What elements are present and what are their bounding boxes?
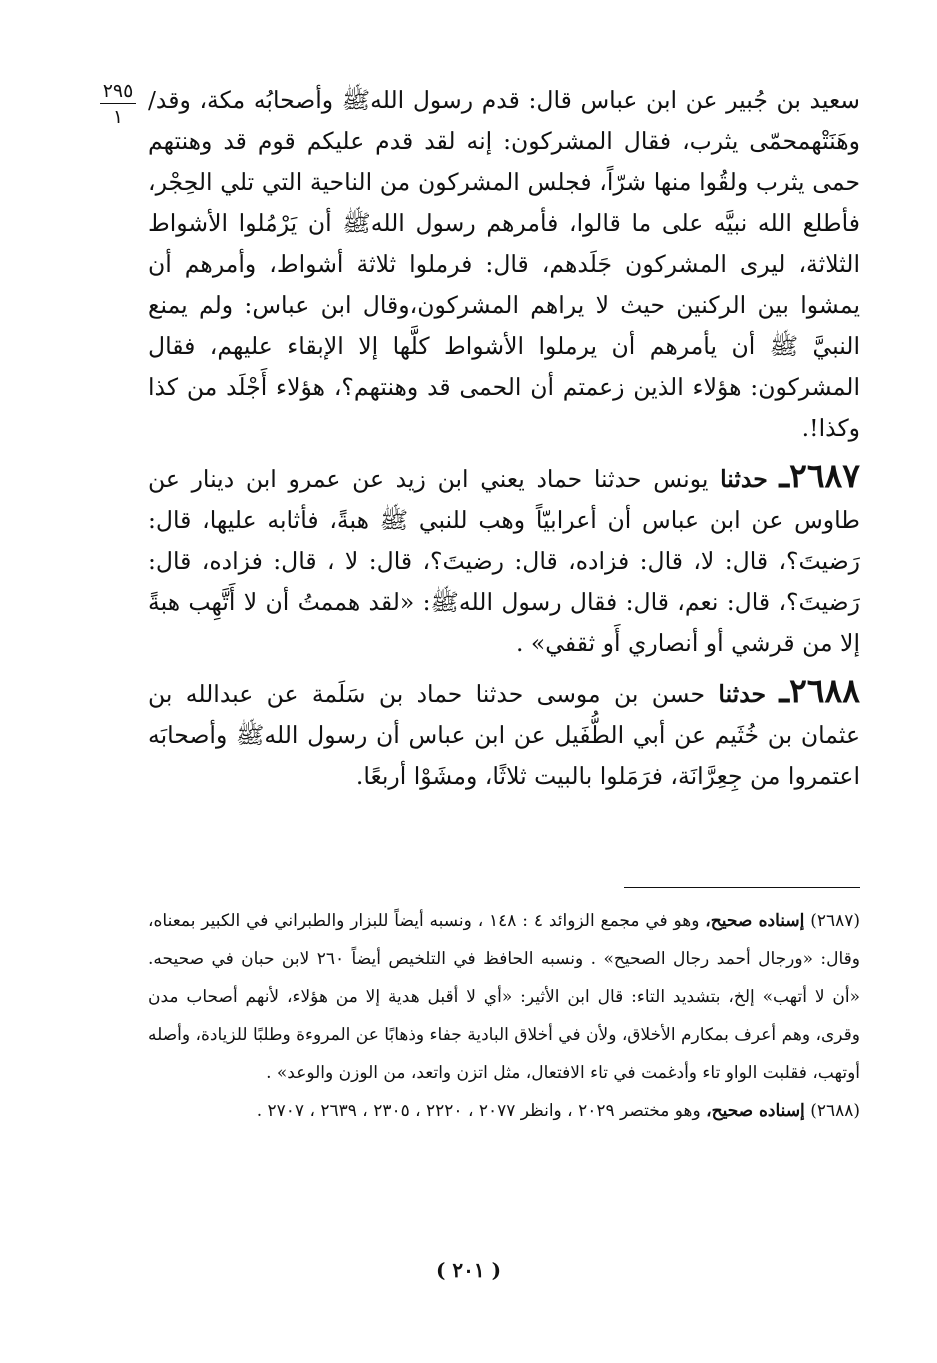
margin-reference (88, 82, 148, 127)
footnote-text: وهو في مجمع الزوائد ٤ : ١٤٨ ، ونسبه أيضاً للبزار والطبراني في الكبير بمعناه، وقال: «ورجال أحمد رجال الصحيح» . ونسبه الحافظ في التلخيص أيضاً ٢٦٠ لابن حبان في صحيحه. «أن لا أتهب» إلخ، بتشديد التاء: قال ابن الأثير: «أي لا أقبل هدية إلا من هؤلاء، لأنهم أصحاب مدن وقرى، وهم أعرف بمكارم الأخلاق، ولأن في أخلاق البادية جفاء وذهابًا عن المروءة وطلبًا للزيادة، وأصله أوتهب، فقلبت الواو تاء وأدغمت في تاء الافتعال، مثل اتزن واتعد، من الوزن والوعد» . (148, 911, 860, 1083)
footnote-2688 (148, 1092, 860, 1130)
hadith-2687 (148, 455, 860, 664)
hadith-number: ٢٦٨٧ـ (779, 456, 860, 495)
footnotes (148, 902, 860, 1130)
margin-reference-top: ٢٩٥ (100, 82, 136, 104)
hadith-lead: حدثنا (718, 680, 767, 708)
footnote-2687 (148, 902, 860, 1092)
footnote-grading: إسناده صحيح، (706, 1101, 805, 1121)
footnote-marker: (٢٦٨٨) (810, 1101, 860, 1121)
hadith-text: حسن بن موسى حدثنا حماد بن سَلَمة عن عبدالله بن عثمان بن خُثَيم عن أبي الطُّفَيل عن ابن عباس أن رسول اللهﷺ وأصحابَه اعتمروا من جِعِرَّانَة، فرَمَلوا بالبيت ثلاثًا، ومشَوْا أربعًا. (148, 680, 860, 790)
hadith-lead: حدثنا (720, 465, 768, 493)
main-text (148, 80, 860, 797)
footnote-separator (624, 887, 860, 888)
hadith-text: يونس حدثنا حماد يعني ابن زيد عن عمرو ابن دينار عن طاوس عن ابن عباس أن أعرابيّاً وهب للنبي ﷺ هبةً، فأثابه عليها، قال: رَضيتَ؟، قال: لا، قال: فزاده، قال: رضيتَ؟، قال: لا ، قال: فزاده، قال: رَضيتَ؟، قال: نعم، قال: فقال رسول اللهﷺ: «لقد هممتُ أن لا أَتَّهِب هبةً إلا من قرشي أو أنصاري أَو ثقفي» . (148, 465, 860, 657)
hadith-2688 (148, 670, 860, 797)
footnote-grading: إسناده صحيح، (705, 911, 805, 931)
footnote-marker: (٢٦٨٧) (810, 911, 861, 931)
footnote-text: وهو مختصر ٢٠٢٩ ، وانظر ٢٠٧٧ ، ٢٢٢٠ ، ٢٣٠٥ ، ٢٦٣٩ ، ٢٧٠٧ . (256, 1101, 701, 1121)
margin-reference-bottom: ١ (112, 106, 124, 128)
page-number: ( ٢٠١ ) (435, 1258, 502, 1282)
hadith-number: ٢٦٨٨ـ (779, 671, 860, 710)
hadith-continuation: سعيد بن جُبير عن ابن عباس قال: قدم رسول اللهﷺ وأصحابُه مكة، وقد/ وهَنَتْهمحمّى يثرب، فقال المشركون: إنه لقد قدم عليكم قوم قد وهنتهم حمى يثرب ولقُوا منها شرّاً، فجلس المشركون من الناحية التي تلي الحِجْر، فأطلع الله نبيَّه على ما قالوا، فأمرهم رسول اللهﷺ أن يَرْمُلوا الأشواط الثلاثة، ليرى المشركون جَلَدهم، قال: فرملوا ثلاثة أشواط، وأمرهم أن يمشوا بين الركنين حيث لا يراهم المشركون،وقال ابن عباس: ولم يمنع النبيَّ ﷺ أن يأمرهم أن يرملوا الأشواط كلَّها إلا الإبقاء عليهم، فقال المشركون: هؤلاء الذين زعمتم أن الحمى قد وهنتهم؟، هؤلاء أَجْلَد من كذا وكذا!. (148, 86, 860, 442)
